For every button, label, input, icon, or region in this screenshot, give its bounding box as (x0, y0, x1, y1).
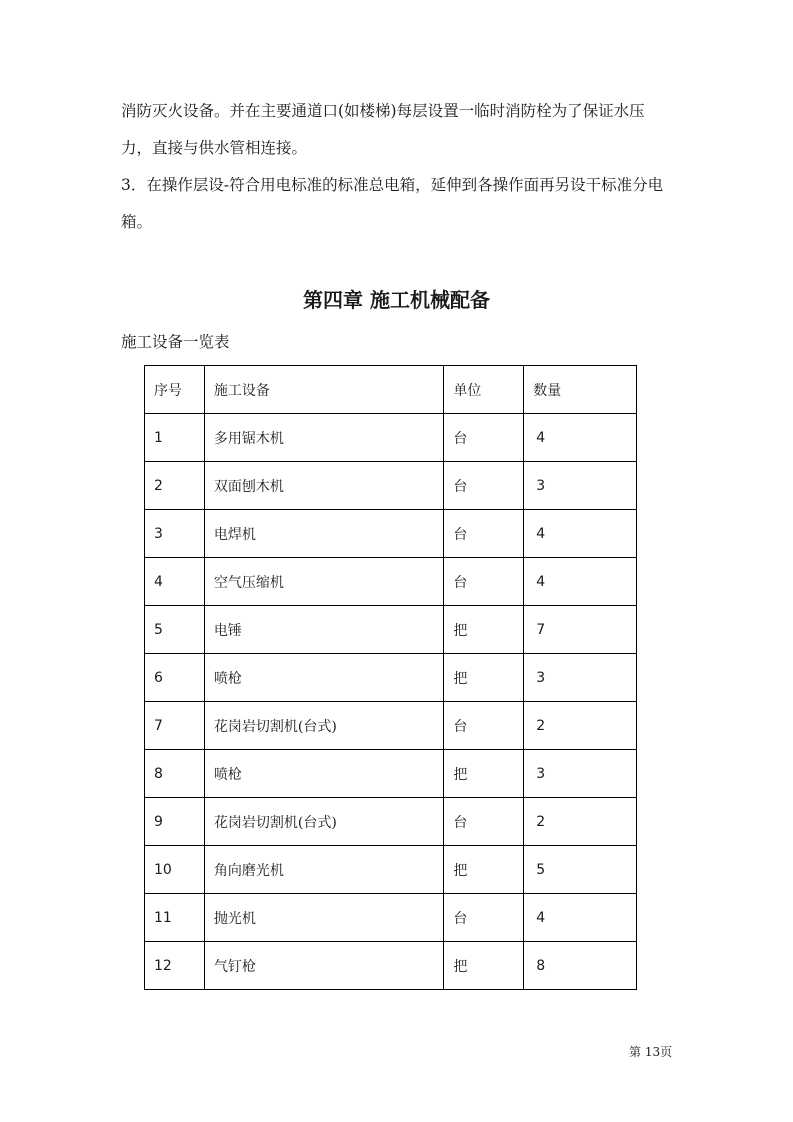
cell-unit: 把 (444, 942, 524, 990)
cell-seq: 10 (145, 846, 205, 894)
paragraph-line: 消防灭火设备。并在主要通道口(如楼梯)每层设置一临时消防栓为了保证水压 (121, 102, 645, 120)
cell-quantity: 4 (524, 510, 637, 558)
cell-unit: 台 (444, 558, 524, 606)
cell-equipment: 花岗岩切割机(台式) (204, 702, 443, 750)
table-row (145, 942, 637, 990)
paragraph-line: 3．在操作层设-符合用电标准的标准总电箱，延伸到各操作面再另设干标准分电 (121, 176, 664, 194)
table-row (145, 558, 637, 606)
paragraph-line: 力，直接与供水管相连接。 (121, 139, 308, 157)
cell-unit: 台 (444, 798, 524, 846)
cell-unit: 台 (444, 510, 524, 558)
table-row (145, 702, 637, 750)
cell-equipment: 喷枪 (204, 654, 443, 702)
cell-seq: 7 (145, 702, 205, 750)
chapter-title: 第四章 施工机械配备 (303, 288, 490, 312)
table-header-row (145, 366, 637, 414)
table-caption: 施工设备一览表 (121, 333, 230, 351)
cell-equipment: 电焊机 (204, 510, 443, 558)
table-row (145, 414, 637, 462)
cell-seq: 11 (145, 894, 205, 942)
cell-quantity: 3 (524, 654, 637, 702)
cell-quantity: 2 (524, 798, 637, 846)
cell-equipment: 抛光机 (204, 894, 443, 942)
header-quantity: 数量 (524, 366, 637, 414)
cell-unit: 把 (444, 606, 524, 654)
page-number: 第 13页 (629, 1045, 673, 1059)
cell-equipment: 角向磨光机 (204, 846, 443, 894)
table-row (145, 654, 637, 702)
cell-unit: 台 (444, 462, 524, 510)
cell-seq: 4 (145, 558, 205, 606)
cell-quantity: 3 (524, 750, 637, 798)
table-row (145, 798, 637, 846)
header-unit: 单位 (444, 366, 524, 414)
cell-seq: 9 (145, 798, 205, 846)
cell-quantity: 4 (524, 558, 637, 606)
header-seq: 序号 (145, 366, 205, 414)
cell-seq: 8 (145, 750, 205, 798)
table-row (145, 462, 637, 510)
cell-quantity: 5 (524, 846, 637, 894)
table-row (145, 606, 637, 654)
cell-seq: 1 (145, 414, 205, 462)
cell-equipment: 喷枪 (204, 750, 443, 798)
cell-seq: 5 (145, 606, 205, 654)
cell-quantity: 7 (524, 606, 637, 654)
cell-quantity: 2 (524, 702, 637, 750)
cell-quantity: 3 (524, 462, 637, 510)
cell-seq: 2 (145, 462, 205, 510)
cell-quantity: 4 (524, 894, 637, 942)
cell-seq: 12 (145, 942, 205, 990)
cell-equipment: 花岗岩切割机(台式) (204, 798, 443, 846)
cell-unit: 台 (444, 702, 524, 750)
cell-unit: 把 (444, 846, 524, 894)
cell-seq: 3 (145, 510, 205, 558)
paragraph-fire-protection (121, 93, 681, 167)
table-row (145, 894, 637, 942)
cell-seq: 6 (145, 654, 205, 702)
cell-equipment: 多用锯木机 (204, 414, 443, 462)
cell-equipment: 电锤 (204, 606, 443, 654)
cell-unit: 把 (444, 654, 524, 702)
table-row (145, 750, 637, 798)
cell-quantity: 4 (524, 414, 637, 462)
cell-equipment: 气钉枪 (204, 942, 443, 990)
cell-unit: 台 (444, 894, 524, 942)
cell-unit: 把 (444, 750, 524, 798)
cell-quantity: 8 (524, 942, 637, 990)
paragraph-power-boxes (121, 167, 681, 241)
equipment-table (144, 365, 637, 990)
cell-equipment: 空气压缩机 (204, 558, 443, 606)
table-row (145, 846, 637, 894)
header-equipment: 施工设备 (204, 366, 443, 414)
cell-unit: 台 (444, 414, 524, 462)
cell-equipment: 双面刨木机 (204, 462, 443, 510)
table-row (145, 510, 637, 558)
paragraph-line: 箱。 (121, 213, 153, 231)
